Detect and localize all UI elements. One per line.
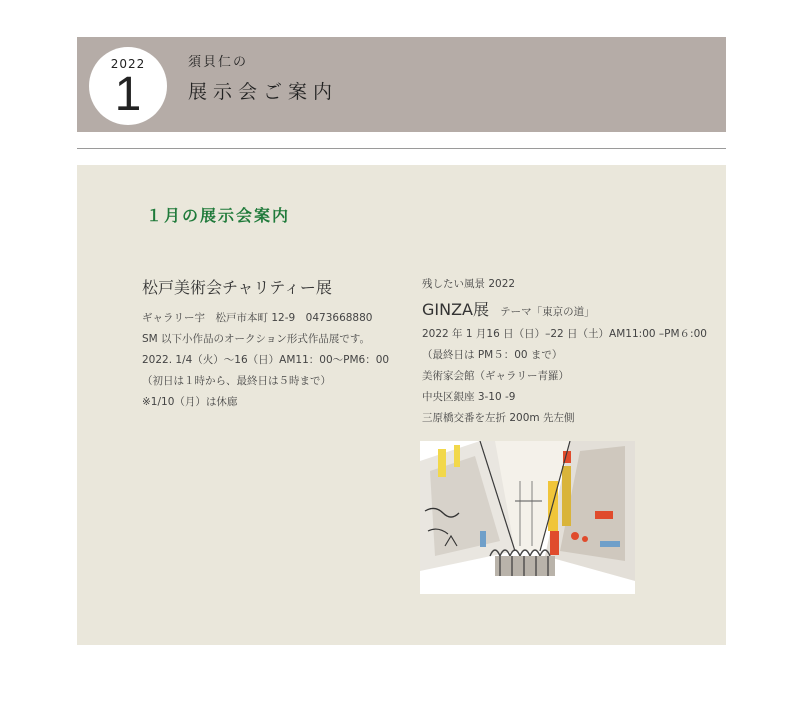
event-title: GINZA展 bbox=[422, 300, 489, 319]
event-detail: 2022 年 1 月16 日（日）–22 日（土）AM11:00 –PM６:00 bbox=[422, 328, 707, 340]
event-detail: 中央区銀座 3-10 -9 bbox=[422, 391, 516, 403]
event-detail: 美術家会館（ギャラリー青羅） bbox=[422, 370, 569, 382]
month-badge bbox=[89, 47, 167, 125]
event-detail: （初日は１時から、最終日は５時まで） bbox=[142, 375, 331, 387]
event-title-row bbox=[422, 297, 712, 320]
year-label: 2022 bbox=[110, 57, 146, 71]
event-tagline: 残したい風景 2022 bbox=[422, 278, 516, 290]
content-panel bbox=[77, 165, 726, 645]
divider bbox=[77, 148, 726, 149]
ginza-street-sketch-image bbox=[420, 441, 635, 594]
header-banner bbox=[77, 37, 726, 132]
month-number: 1 bbox=[114, 68, 142, 121]
event-detail: ※1/10（月）は休廊 bbox=[142, 396, 238, 408]
event-card-ginza bbox=[422, 276, 712, 429]
event-detail: （最終日は PM５：00 まで） bbox=[422, 349, 563, 361]
event-card-matsudo bbox=[142, 275, 432, 413]
event-detail: SM 以下小作品のオークション形式作品展です。 bbox=[142, 333, 371, 345]
page-title: 展示会ご案内 bbox=[188, 81, 339, 103]
section-heading: １月の展示会案内 bbox=[146, 206, 291, 225]
event-detail: ギャラリー宇 松戸市本町 12-9 0473668880 bbox=[142, 312, 373, 324]
street-sketch-drawing bbox=[420, 441, 635, 594]
event-detail: 三原橋交番を左折 200m 先左側 bbox=[422, 412, 575, 424]
event-title: 松戸美術会チャリティー展 bbox=[142, 278, 332, 297]
event-detail: 2022. 1/4（火）〜16（日）AM11：00〜PM6：00 bbox=[142, 354, 390, 366]
event-theme: テーマ「東京の道」 bbox=[500, 306, 595, 318]
banner-subtitle: 須貝仁の bbox=[188, 55, 249, 70]
